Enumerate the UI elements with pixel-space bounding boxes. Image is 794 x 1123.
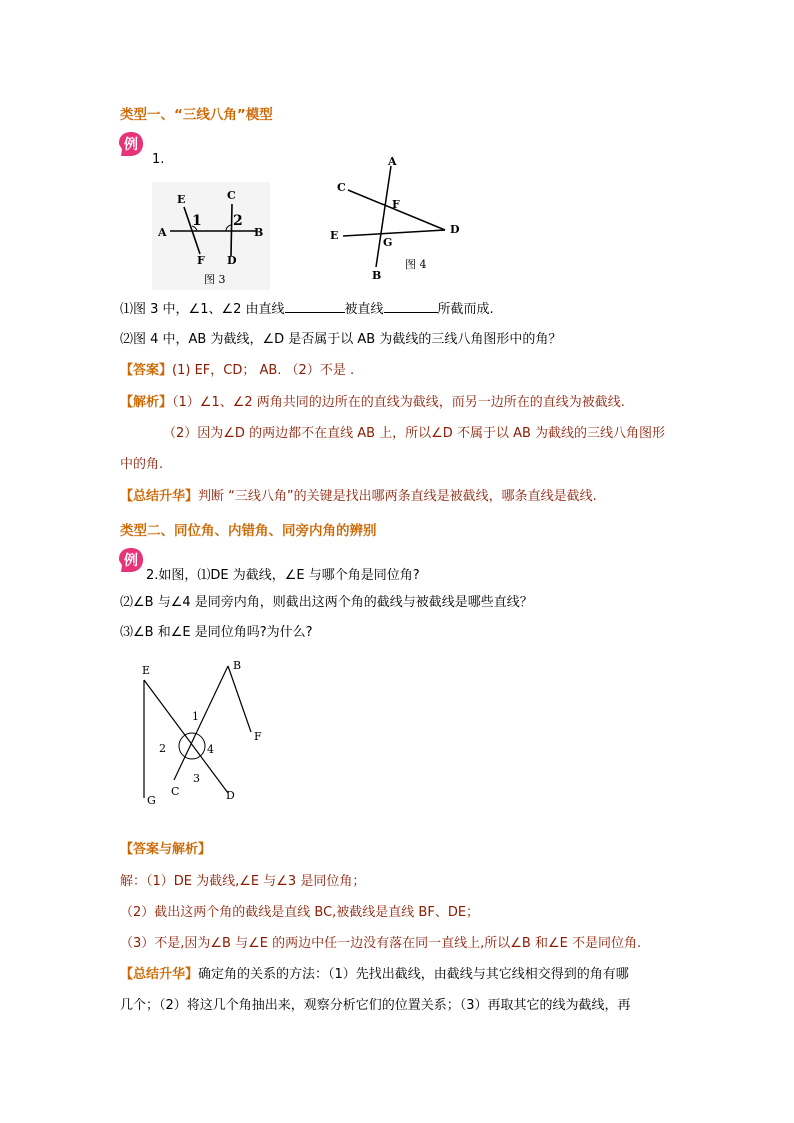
section2-heading: 类型二、同位角、内错角、同旁内角的辨别 bbox=[120, 523, 377, 539]
fig4-label-F: F bbox=[392, 198, 400, 211]
example-badge-icon bbox=[118, 131, 144, 157]
fig2-label-G: G bbox=[147, 794, 156, 807]
badge-char-2: 例 bbox=[124, 553, 138, 569]
figure-4 bbox=[325, 152, 465, 282]
fig3-label-D: D bbox=[227, 254, 237, 267]
answer-blank-1[interactable] bbox=[285, 300, 345, 313]
fig2-label-1: 1 bbox=[192, 710, 199, 723]
problem-2-line-3: ⑶∠B 和∠E 是同位角吗?为什么? bbox=[120, 625, 313, 640]
summary2-line-1 bbox=[120, 966, 629, 984]
fig3-label-F: F bbox=[197, 254, 205, 267]
fig3-label-2: 2 bbox=[233, 213, 243, 229]
fig4-caption: 图 4 bbox=[405, 258, 427, 271]
question-2: ⑵图 4 中，AB 为截线，∠D 是否属于以 AB 为截线的三线八角图形中的角？ bbox=[120, 332, 562, 347]
fig2-label-C: C bbox=[171, 785, 180, 798]
summary-tag: 【总结升华】 bbox=[120, 489, 199, 504]
summary2-text-2: 几个；（2）将这几个角抽出来，观察分析它们的位置关系；（3）再取其它的线为截线，再 bbox=[120, 998, 631, 1013]
analysis-tag: 【解析】 bbox=[120, 395, 173, 410]
figure-3 bbox=[152, 182, 270, 290]
fig3-label-1: 1 bbox=[192, 213, 202, 229]
question-1-part-c: 所截而成. bbox=[437, 302, 494, 317]
problem-1-number: 1. bbox=[152, 152, 165, 167]
summary2-text-1: 确定角的关系的方法：（1）先找出截线，由截线与其它线相交得到的角有哪 bbox=[198, 967, 629, 982]
fig2-label-D: D bbox=[226, 789, 235, 802]
fig2-label-F: F bbox=[254, 730, 262, 743]
summary-text: 判断 “三线八角”的关键是找出哪两条直线是被截线，哪条直线是截线. bbox=[198, 489, 597, 504]
analysis-text-2: （2）因为∠D 的两边都不在直线 AB 上，所以∠D 不属于以 AB 为截线的三线八角图形 bbox=[163, 426, 666, 441]
fig3-caption: 图 3 bbox=[204, 273, 226, 286]
fig3-label-E: E bbox=[177, 193, 186, 206]
answer-tag: 【答案】 bbox=[120, 363, 173, 378]
fig4-label-B: B bbox=[372, 269, 382, 282]
problem-2-line-1: 2.如图，⑴DE 为截线，∠E 与哪个角是同位角? bbox=[146, 568, 420, 583]
fig4-label-C: C bbox=[337, 181, 346, 194]
summary-line-1 bbox=[120, 488, 597, 506]
question-1-part-a: ⑴图 3 中，∠1、∠2 由直线 bbox=[120, 302, 285, 317]
fig4-label-D: D bbox=[450, 223, 460, 236]
problem-2-line-2: ⑵∠B 与∠4 是同旁内角，则截出这两个角的截线与被截线是哪些直线？ bbox=[120, 595, 533, 610]
solution-1: 解：（1）DE 为截线,∠E 与∠3 是同位角； bbox=[120, 874, 366, 889]
fig2-label-E: E bbox=[142, 664, 151, 677]
answer-analysis-heading: 【答案与解析】 bbox=[120, 842, 212, 857]
summary2-tag: 【总结升华】 bbox=[120, 967, 199, 982]
fig2-label-2: 2 bbox=[159, 742, 166, 755]
question-1-part-b: 被直线 bbox=[344, 302, 384, 317]
question-1 bbox=[120, 300, 494, 319]
answer-line bbox=[120, 362, 354, 380]
analysis-text-1: （1）∠1、∠2 两角共同的边所在的直线为截线，而另一边所在的直线为被截线. bbox=[172, 395, 625, 410]
fig3-label-B: B bbox=[254, 226, 264, 239]
answer-blank-2[interactable] bbox=[384, 300, 438, 313]
fig4-label-G: G bbox=[383, 236, 393, 249]
example-badge-icon-2 bbox=[118, 547, 144, 573]
badge-char: 例 bbox=[124, 137, 138, 153]
answer-text: (1) EF，CD； AB. （2）不是 . bbox=[172, 363, 355, 378]
solution-2: （2）截出这两个角的截线是直线 BC,被截线是直线 BF、DE； bbox=[120, 905, 480, 920]
fig3-label-C: C bbox=[227, 189, 236, 202]
fig2-label-4: 4 bbox=[207, 743, 214, 756]
fig4-label-E: E bbox=[330, 229, 339, 242]
fig2-label-3: 3 bbox=[193, 772, 200, 785]
analysis-text-3: 中的角. bbox=[120, 457, 164, 472]
figure-problem-2 bbox=[130, 652, 270, 812]
fig3-label-A: A bbox=[158, 226, 167, 239]
solution-3: （3）不是,因为∠B 与∠E 的两边中任一边没有落在同一直线上,所以∠B 和∠E 不是同位角. bbox=[120, 936, 642, 951]
fig2-label-B: B bbox=[233, 659, 242, 672]
fig4-label-A: A bbox=[388, 155, 397, 168]
section1-heading: 类型一、“三线八角”模型 bbox=[120, 107, 273, 123]
analysis-line-1 bbox=[120, 394, 625, 412]
